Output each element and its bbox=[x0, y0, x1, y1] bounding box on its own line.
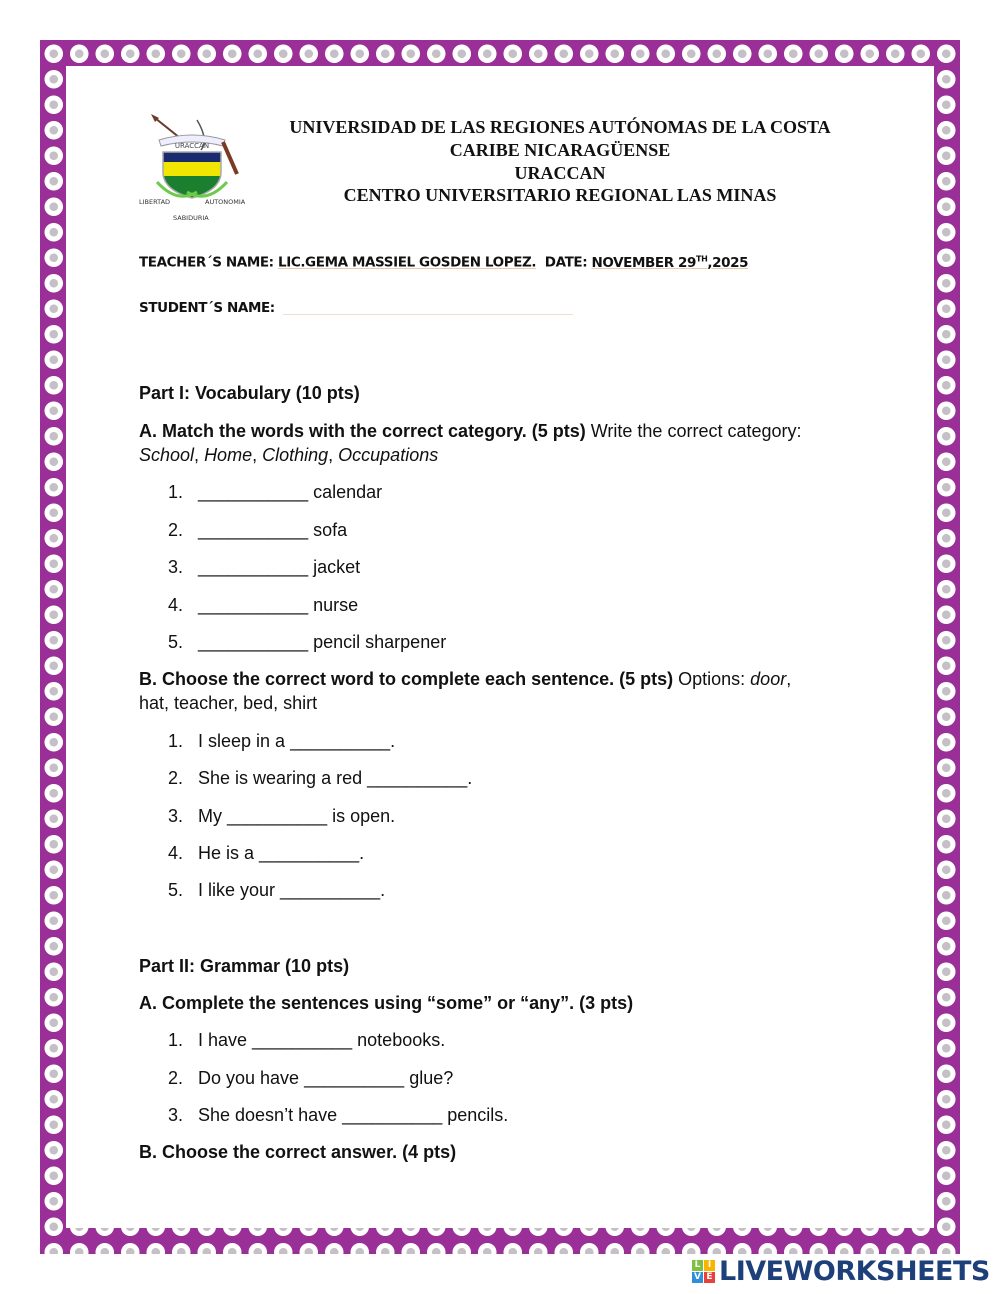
university-name-line2: CARIBE NICARAGÜENSE bbox=[449, 140, 671, 160]
item-text-after: pencil sharpener bbox=[308, 632, 447, 652]
answer-blank[interactable]: __________ bbox=[252, 1030, 353, 1050]
item-number: 1. bbox=[168, 731, 184, 751]
list-item bbox=[168, 630, 446, 654]
part2-title: Part II: Grammar (10 pts) bbox=[139, 956, 350, 976]
part1-b-options: hat, teacher, bed, shirt bbox=[139, 693, 318, 713]
answer-blank[interactable]: ___________ bbox=[198, 632, 309, 652]
item-text-before: I like your bbox=[198, 880, 281, 901]
answer-blank[interactable]: __________ bbox=[342, 1105, 443, 1125]
uraccan-logo bbox=[137, 112, 247, 224]
svg-text:AUTONOMIA: AUTONOMIA bbox=[205, 198, 246, 206]
list-item bbox=[168, 1066, 453, 1090]
svg-text:SABIDURIA: SABIDURIA bbox=[173, 214, 209, 222]
item-text-before: My bbox=[198, 805, 227, 826]
answer-blank[interactable]: __________ bbox=[259, 842, 360, 863]
part1-title: Part I: Vocabulary (10 pts) bbox=[139, 383, 360, 403]
category-option: School bbox=[139, 445, 195, 465]
item-text-before: She is wearing a red bbox=[198, 768, 368, 789]
item-text-before: Do you have bbox=[198, 1067, 305, 1088]
list-item bbox=[168, 804, 395, 828]
item-text-after: notebooks. bbox=[352, 1030, 446, 1050]
item-number: 3. bbox=[168, 1105, 184, 1125]
item-number: 1. bbox=[168, 482, 184, 502]
university-name-line1: UNIVERSIDAD DE LAS REGIONES AUTÓNOMAS DE LA COSTA bbox=[289, 117, 831, 137]
liveworksheets-logo: L I V E LIVEWORKSHEETS bbox=[692, 1256, 990, 1287]
item-number: 4. bbox=[168, 842, 184, 863]
date-value: NOVEMBER 29TH,2025 bbox=[591, 254, 749, 271]
answer-blank[interactable]: __________ bbox=[367, 768, 468, 789]
item-text-after: is open. bbox=[327, 805, 396, 826]
list-item bbox=[168, 766, 472, 790]
item-text-before: I sleep in a bbox=[198, 731, 291, 751]
student-line bbox=[139, 300, 573, 316]
part2-b-instructions: B. Choose the correct answer. (4 pts) bbox=[139, 1142, 457, 1162]
item-text-before: He is a bbox=[198, 842, 260, 863]
category-option: Clothing bbox=[262, 445, 329, 465]
list-item bbox=[168, 841, 364, 865]
item-number: 2. bbox=[168, 1067, 184, 1088]
part1-a-options: School, Home, Clothing, Occupations bbox=[139, 445, 439, 465]
item-number: 3. bbox=[168, 557, 184, 577]
item-number: 1. bbox=[168, 1030, 184, 1050]
teacher-name: LIC.GEMA MASSIEL GOSDEN LOPEZ. bbox=[278, 254, 537, 271]
item-text-after: . bbox=[467, 768, 473, 789]
category-option: bed bbox=[243, 693, 274, 713]
item-text-after: sofa bbox=[308, 519, 348, 540]
category-option: Occupations bbox=[338, 445, 439, 465]
item-text-before: I have bbox=[198, 1030, 253, 1050]
item-text-after: nurse bbox=[308, 594, 359, 615]
item-number: 3. bbox=[168, 805, 184, 826]
answer-blank[interactable]: __________ bbox=[304, 1067, 405, 1088]
item-number: 5. bbox=[168, 880, 184, 901]
answer-blank[interactable]: __________ bbox=[290, 731, 391, 751]
student-name-field[interactable] bbox=[283, 314, 573, 315]
answer-blank[interactable]: __________ bbox=[227, 805, 328, 826]
item-number: 5. bbox=[168, 632, 184, 652]
item-number: 2. bbox=[168, 768, 184, 789]
university-acronym: URACCAN bbox=[514, 163, 606, 183]
part2-a-instructions: A. Complete the sentences using “some” or “any”. (3 pts) bbox=[139, 993, 634, 1013]
item-text-after: . bbox=[359, 842, 365, 863]
teacher-label: TEACHER´S NAME: bbox=[139, 254, 274, 271]
list-item bbox=[168, 729, 395, 753]
category-option: shirt bbox=[283, 693, 318, 713]
answer-blank[interactable]: ___________ bbox=[198, 594, 309, 615]
list-item bbox=[168, 518, 347, 542]
item-text-after: calendar bbox=[308, 482, 383, 502]
item-text-after: glue? bbox=[404, 1067, 454, 1088]
list-item bbox=[168, 593, 358, 617]
item-text-after: pencils. bbox=[442, 1105, 509, 1125]
answer-blank[interactable]: ___________ bbox=[198, 557, 309, 577]
svg-text:URACCAN: URACCAN bbox=[174, 142, 210, 150]
category-option: teacher bbox=[174, 693, 234, 713]
list-item bbox=[168, 878, 385, 902]
student-label: STUDENT´S NAME: bbox=[139, 300, 275, 316]
date-label: DATE: bbox=[544, 254, 588, 271]
item-text-before: She doesn’t have bbox=[198, 1105, 343, 1125]
category-option: hat bbox=[139, 693, 165, 713]
list-item bbox=[168, 555, 360, 579]
svg-text:LIBERTAD: LIBERTAD bbox=[139, 198, 171, 206]
part1-b-instructions: B. Choose the correct word to complete each sentence. (5 pts) Options: door, bbox=[139, 669, 792, 689]
item-text-after: . bbox=[390, 731, 396, 751]
answer-blank[interactable]: ___________ bbox=[198, 482, 309, 502]
list-item bbox=[168, 1103, 508, 1127]
answer-blank[interactable]: ___________ bbox=[198, 519, 309, 540]
campus-name: CENTRO UNIVERSITARIO REGIONAL LAS MINAS bbox=[343, 185, 777, 205]
item-number: 2. bbox=[168, 519, 184, 540]
answer-blank[interactable]: __________ bbox=[280, 880, 381, 901]
item-text-after: jacket bbox=[308, 557, 361, 577]
item-number: 4. bbox=[168, 594, 184, 615]
item-text-after: . bbox=[380, 880, 386, 901]
teacher-date-line bbox=[139, 254, 748, 271]
part1-a-instructions: A. Match the words with the correct category. (5 pts) Write the correct category: bbox=[139, 421, 802, 441]
category-option: Home bbox=[204, 445, 253, 465]
live-tiles-icon: L I V E bbox=[692, 1260, 715, 1283]
list-item bbox=[168, 1028, 445, 1052]
list-item bbox=[168, 480, 382, 504]
